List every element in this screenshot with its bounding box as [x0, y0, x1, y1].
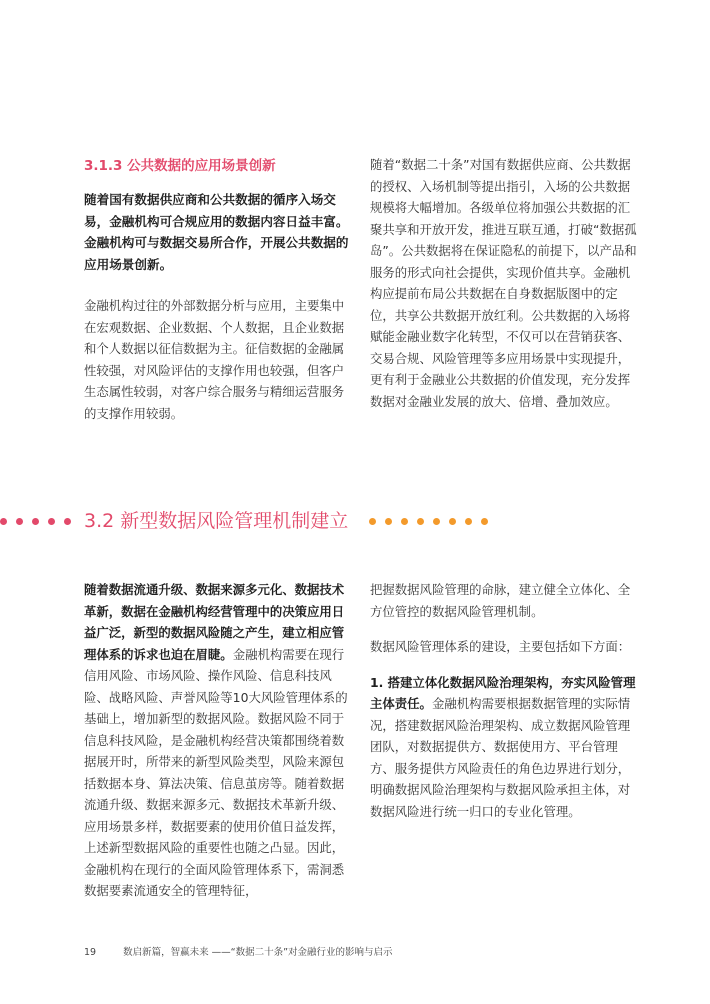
dot-icon: [417, 518, 424, 525]
section-3-1-3-right: [370, 154, 638, 412]
decorative-dots-left: [0, 514, 80, 528]
body-paragraph: 数据风险管理体系的建设，主要包括如下方面：: [370, 639, 631, 654]
dot-icon: [465, 518, 472, 525]
list-item-heading: 1. 搭建立体化数据风险治理架构，夯实风险管理主体责任。: [370, 674, 636, 711]
dot-icon: [481, 518, 488, 525]
body-paragraph: 把握数据风险管理的命脉，建立健全立体化、全方位管控的数据风险管理机制。: [370, 582, 631, 619]
body-paragraph: 随着“数据二十条”对国有数据供应商、公共数据的授权、入场机制等提出指引，入场的公共数据规模将大幅增加。各级单位将加强公共数据的汇聚共享和开放开发，推进互联互通，打破“数据孤岛”。公共数据将在保证隐私的前提下，以产品和服务的形式向社会提供，实现价值共享。金融机构应提前布局公共数据在自身数据版图中的定位，共享公共数据开放红利。公共数据的入场将赋能金融业数字化转型，不仅可以在营销获客、交易合规、风险管理等多应用场景中实现提升，更有利于金融业公共数据的价值发现，充分发挥数据对金融业发展的放大、倍增、叠加效应。: [370, 157, 637, 409]
section-title: 3.2 新型数据风险管理机制建立: [84, 510, 349, 532]
list-item: [370, 672, 638, 823]
dot-icon: [0, 518, 7, 525]
dot-icon: [32, 518, 39, 525]
body-paragraph: 金融机构过往的外部数据分析与应用，主要集中在宏观数据、企业数据、个人数据，且企业数据和个人数据以征信数据为主。征信数据的金融属性较强，对风险评估的支撑作用也较强，但客户生态属性较弱，对客户综合服务与精细运营服务的支撑作用较弱。: [84, 298, 345, 421]
dot-icon: [401, 518, 408, 525]
dot-icon: [48, 518, 55, 525]
footer-title: 数启新篇，智赢未来 ——“数据二十条”对金融行业的影响与启示: [123, 947, 393, 958]
page-number: 19: [84, 947, 97, 958]
body-paragraph: [84, 579, 352, 902]
lead-text: 随着数据流通升级、数据来源多元化、数据技术革新，数据在金融机构经营管理中的决策应用日益广泛，新型的数据风险随之产生，建立相应管理体系的诉求也迫在眉睫。: [84, 582, 345, 662]
lead-paragraph: 随着国有数据供应商和公共数据的循序入场交易，金融机构可合规应用的数据内容日益丰富。金融机构可与数据交易所合作，开展公共数据的应用场景创新。: [84, 192, 349, 272]
dot-icon: [16, 518, 23, 525]
dot-icon: [369, 518, 376, 525]
section-3-1-3-left: [84, 156, 352, 424]
list-item-text: 金融机构需要根据数据管理的实际情况，搭建数据风险治理架构、成立数据风险管理团队，对数据提供方、数据使用方、平台管理方、服务提供方风险责任的角色边界进行划分，明确数据风险治理架构与数据风险承担主体，对数据风险进行统一归口的专业化管理。: [370, 696, 631, 819]
decorative-dots-right: [369, 514, 497, 528]
dot-icon: [385, 518, 392, 525]
section-3-2-right: [370, 579, 638, 822]
dot-icon: [449, 518, 456, 525]
dot-icon: [433, 518, 440, 525]
subsection-heading: 3.1.3 公共数据的应用场景创新: [84, 158, 276, 174]
dot-icon: [64, 518, 71, 525]
page-footer: [84, 944, 393, 958]
body-text: 金融机构需要在现行信用风险、市场风险、操作风险、信息科技风险、战略风险、声誉风险等10大风险管理体系的基础上，增加新型的数据风险。数据风险不同于信息科技风险，是金融机构经营决策都围绕着数据展开时，所带来的新型风险类型，风险来源包括数据本身、算法决策、信息茧房等。随着数据流通升级、数据来源多元、数据技术革新升级、应用场景多样，数据要素的使用价值日益发挥，上述新型数据风险的重要性也随之凸显。因此，金融机构在现行的全面风险管理体系下，需洞悉数据要素流通安全的管理特征，: [84, 646, 348, 898]
section-3-2-left: [84, 579, 352, 902]
